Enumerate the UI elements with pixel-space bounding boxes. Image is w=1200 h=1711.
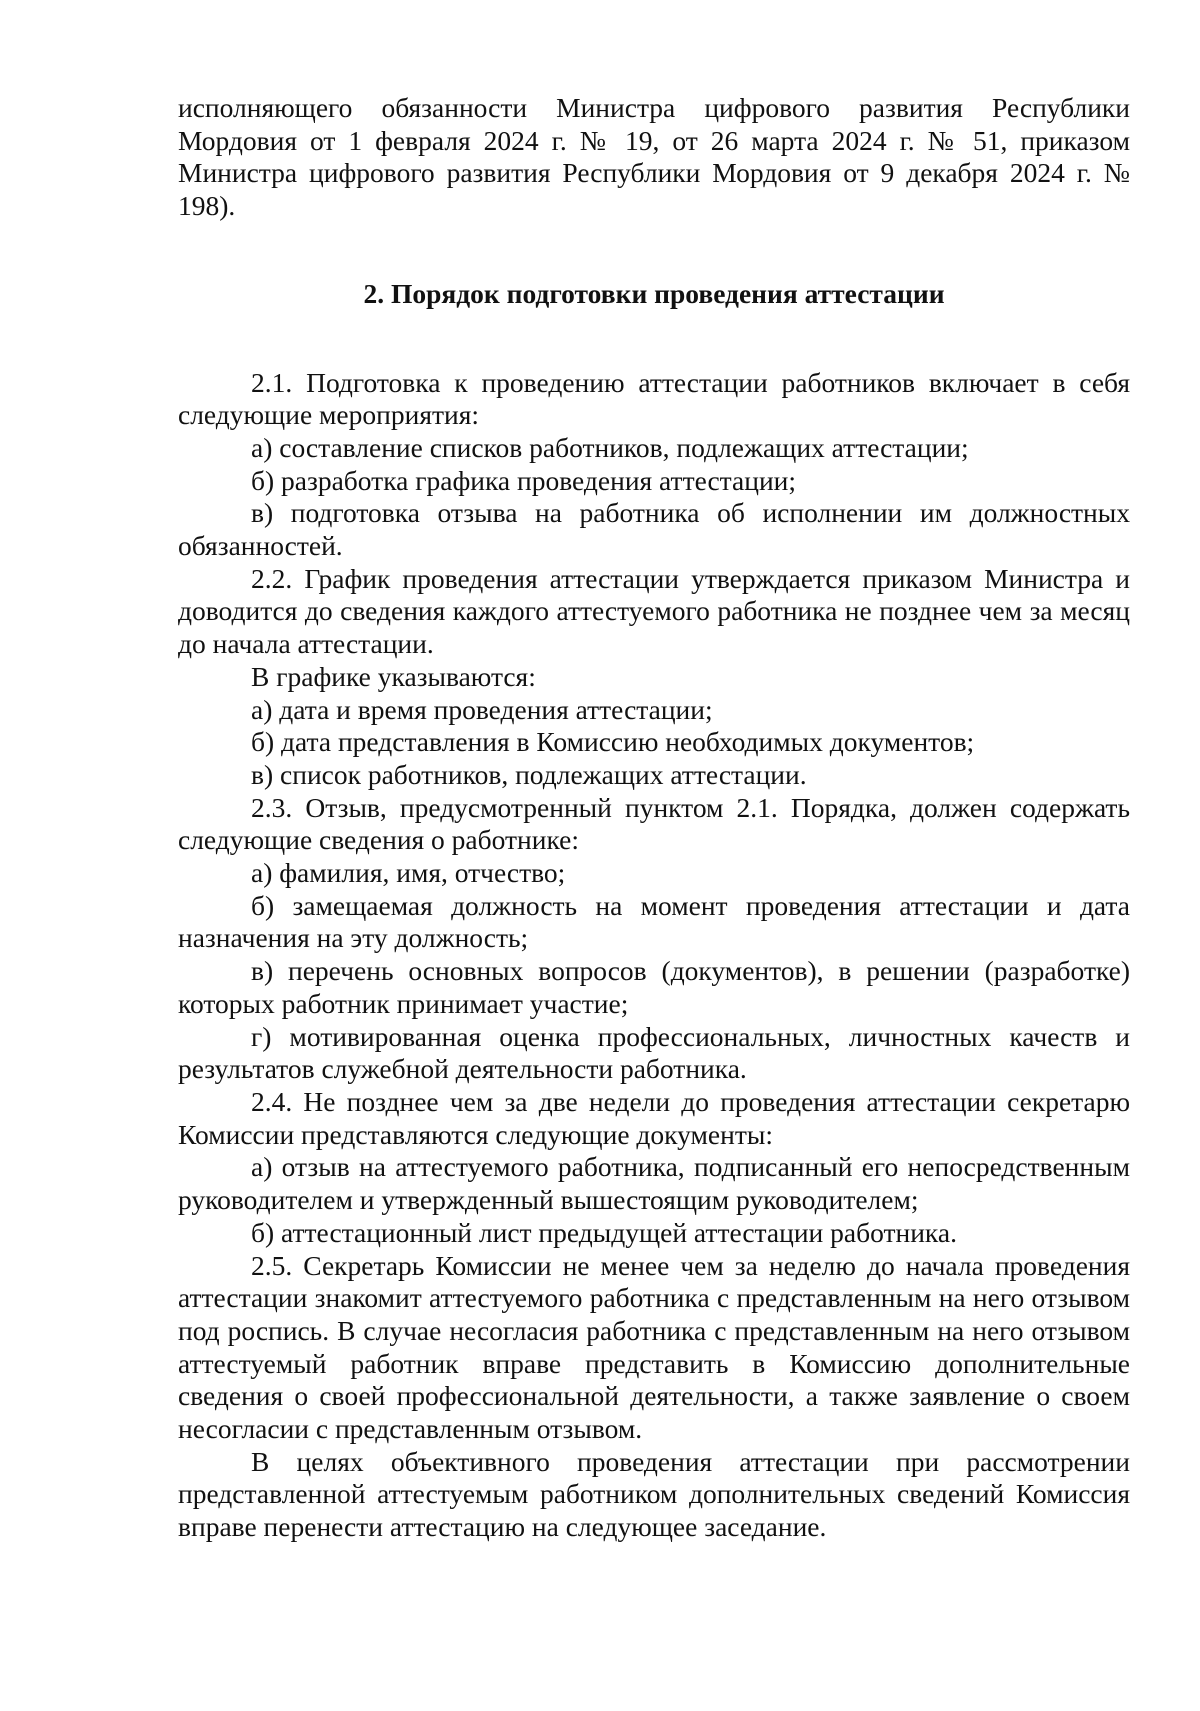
paragraph-2-3-g: г) мотивированная оценка профессиональных, личностных качеств и результатов служебной деятельности работника. (178, 1020, 1130, 1085)
paragraph-2-3-b: б) замещаемая должность на момент проведения аттестации и дата назначения на эту должность; (178, 889, 1130, 954)
paragraph-schedule-a: а) дата и время проведения аттестации; (251, 693, 713, 725)
intro-paragraph: исполняющего обязанности Министра цифрового развития Республики Мордовия от 1 февраля 2024 г. № 19, от 26 марта 2024 г. № 51, приказом Министра цифрового развития Республики Мордовия от 9 декабря 2024 г. № 198). (178, 92, 1130, 222)
paragraph-schedule-intro: В графике указываются: (251, 660, 536, 692)
paragraph-schedule-v: в) список работников, подлежащих аттестации. (251, 758, 807, 790)
paragraph-2-1-v: в) подготовка отзыва на работника об исполнении им должностных обязанностей. (178, 497, 1130, 562)
paragraph-schedule-b: б) дата представления в Комиссию необходимых документов; (251, 726, 975, 758)
paragraph-2-3-v: в) перечень основных вопросов (документов), в решении (разработке) которых работник принимает участие; (178, 955, 1130, 1019)
paragraph-2-3-a: а) фамилия, имя, отчество; (251, 857, 566, 889)
section-heading: 2. Порядок подготовки проведения аттестации (363, 277, 945, 309)
paragraph-2-1-a: а) составление списков работников, подлежащих аттестации; (251, 431, 969, 463)
paragraph-2-2: 2.2. График проведения аттестации утверждается приказом Министра и доводится до сведения каждого аттестуемого работника не позднее чем за месяц до начала аттестации. (178, 562, 1130, 660)
document-body (178, 92, 1130, 1544)
paragraph-2-1-b: б) разработка графика проведения аттестации; (251, 464, 797, 496)
paragraph-objective-review: В целях объективного проведения аттестации при рассмотрении представленной аттестуемым работником дополнительных сведений Комиссия вправе перенести аттестацию на следующее заседание. (178, 1445, 1130, 1543)
paragraph-2-5: 2.5. Секретарь Комиссии не менее чем за неделю до начала проведения аттестации знакомит аттестуемого работника с представленным на него отзывом под роспись. В случае несогласия работника с представленным на него отзывом аттестуемый работник вправе представить в Комиссию дополнительные сведения о своей профессиональной деятельности, а также заявление о своем несогласии с представленным отзывом. (178, 1249, 1130, 1445)
paragraph-2-3: 2.3. Отзыв, предусмотренный пунктом 2.1. Порядка, должен содержать следующие сведения о работнике: (178, 791, 1130, 856)
paragraph-2-4-b: б) аттестационный лист предыдущей аттестации работника. (251, 1216, 957, 1248)
paragraph-2-1: 2.1. Подготовка к проведению аттестации работников включает в себя следующие мероприятия: (178, 366, 1130, 431)
paragraph-2-4-a: а) отзыв на аттестуемого работника, подписанный его непосредственным руководителем и утвержденный вышестоящим руководителем; (178, 1151, 1130, 1216)
paragraph-2-4: 2.4. Не позднее чем за две недели до проведения аттестации секретарю Комиссии представляются следующие документы: (178, 1085, 1130, 1150)
